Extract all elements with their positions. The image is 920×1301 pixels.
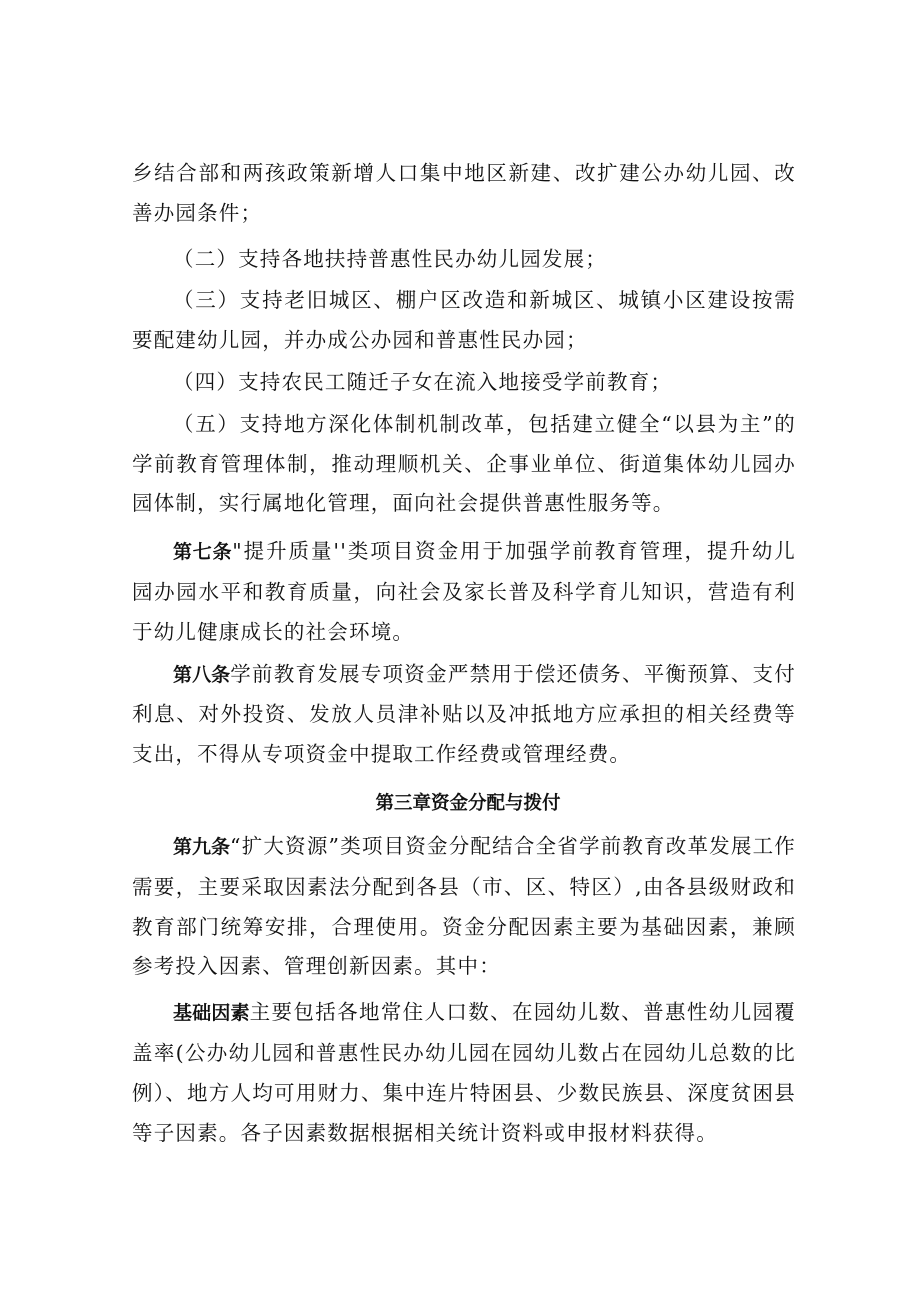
article-9-label: 第九条: [173, 835, 231, 858]
basic-factors-label: 基础因素: [173, 1002, 250, 1025]
paragraph-item-2: （二）支持各地扶持普惠性民办幼儿园发展；: [173, 246, 607, 271]
article-9: [132, 827, 796, 987]
paragraph-item-3: （三）支持老旧城区、棚户区改造和新城区、城镇小区建设按需要配建幼儿园，并办成公办园和普惠性民办园；: [132, 288, 796, 353]
article-7: [132, 532, 796, 652]
basic-factors-paragraph: [132, 993, 796, 1153]
article-7-label: 第七条: [173, 541, 233, 564]
paragraph-item-4: （四）支持农民工随迁子女在流入地接受学前教育；: [173, 369, 673, 394]
article-9-text: “扩大资源”类项目资金分配结合全省学前教育改革发展工作需要，主要采取因素法分配到各县（市、区、特区）,由各县级财政和教育部门统筹安排，合理使用。资金分配因素主要为基础因素，兼顾参考投入因素、管理创新因素。其中：: [132, 833, 796, 979]
article-8-label: 第八条: [173, 663, 231, 686]
chapter-3-heading: 第三章资金分配与拨付: [375, 792, 561, 814]
article-8: [132, 655, 796, 775]
article-8-text: 学前教育发展专项资金严禁用于偿还债务、平衡预算、支付利息、对外投资、发放人员津补贴以及冲抵地方应承担的相关经费等支出，不得从专项资金中提取工作经费或管理经费。: [132, 661, 796, 767]
basic-factors-text: 主要包括各地常住人口数、在园幼儿数、普惠性幼儿园覆盖率(公办幼儿园和普惠性民办幼儿园在园幼儿数占在园幼儿总数的比例）、地方人均可用财力、集中连片特困县、少数民族县、深度贫困县等子因素。各子因素数据根据相关统计资料或申报材料获得。: [132, 1000, 796, 1145]
document-page: [132, 154, 796, 1153]
paragraph-continued: 乡结合部和两孩政策新增人口集中地区新建、改扩建公办幼儿园、改善办园条件；: [132, 161, 796, 225]
paragraph-item-5: （五）支持地方深化体制机制改革，包括建立健全“以县为主”的学前教育管理体制，推动理顺机关、企事业单位、街道集体幼儿园办园体制，实行属地化管理，面向社会提供普惠性服务等。: [132, 411, 796, 516]
article-7-text: "提升质量''类项目资金用于加强学前教育管理，提升幼儿园办园水平和教育质量，向社会及家长普及科学育儿知识，营造有利于幼儿健康成长的社会环境。: [132, 539, 796, 644]
